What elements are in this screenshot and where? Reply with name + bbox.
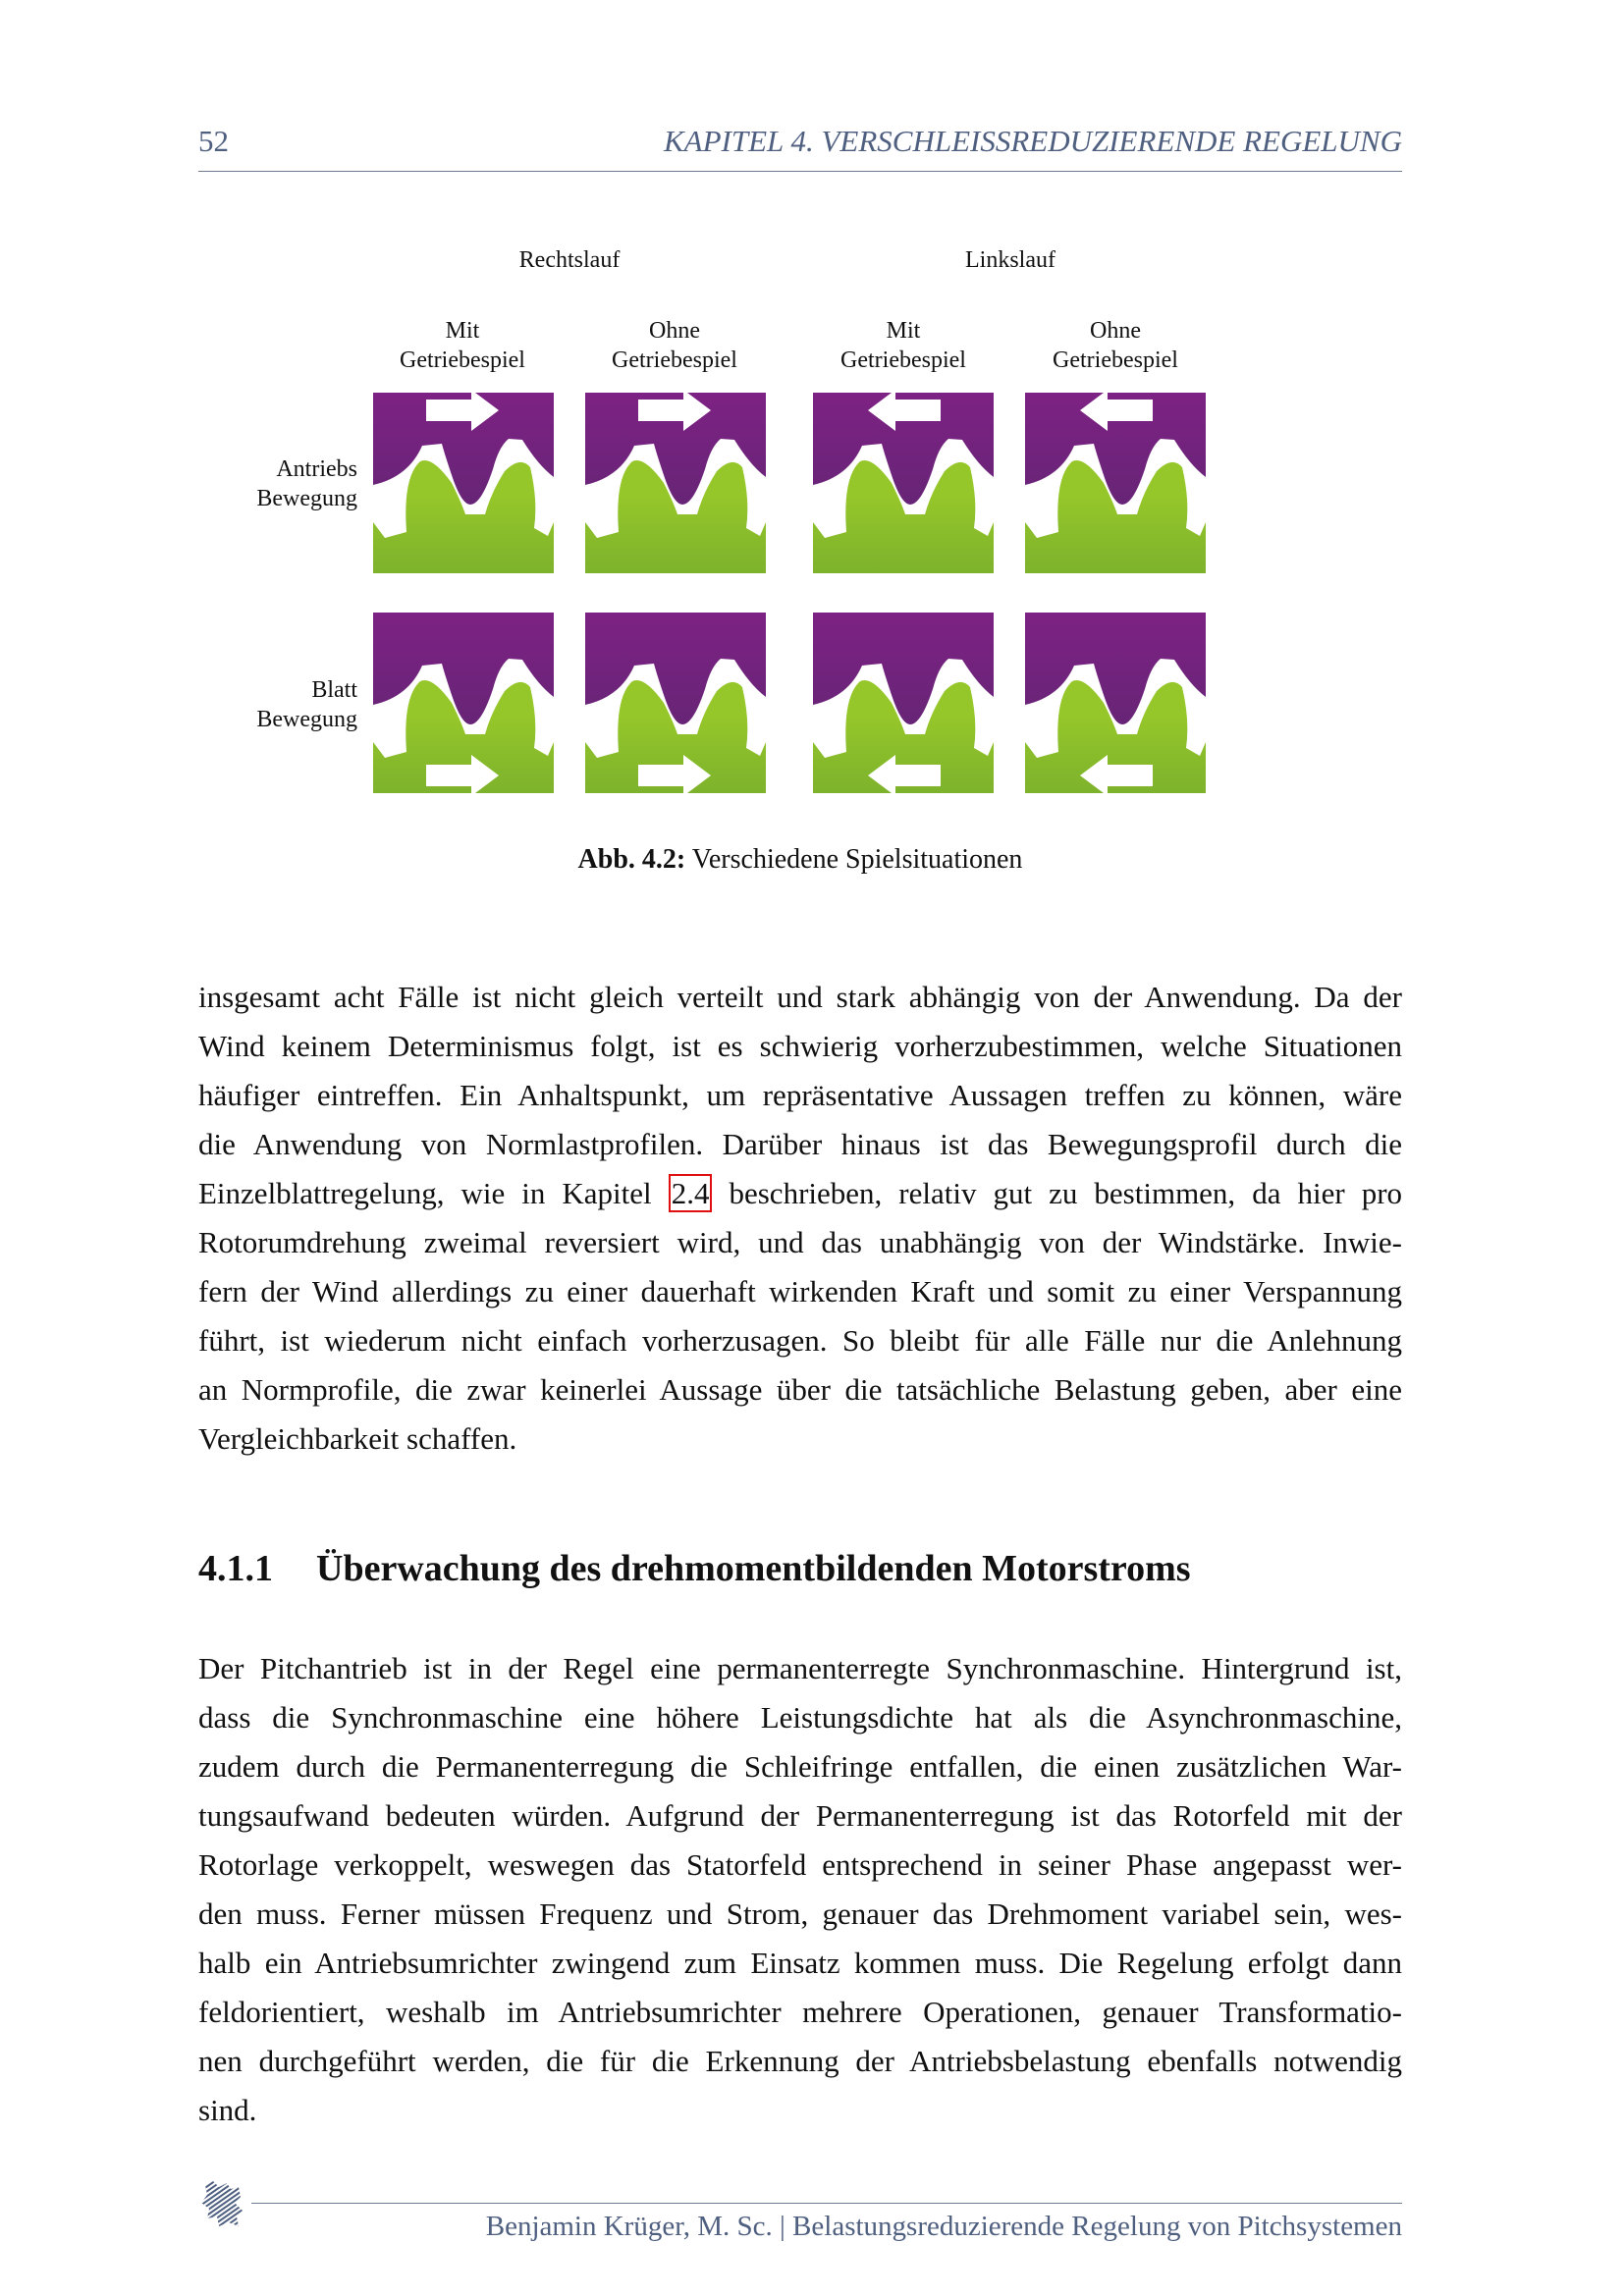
paragraph-2 bbox=[198, 1644, 1402, 2135]
footer-rule bbox=[251, 2203, 1402, 2204]
column-label bbox=[795, 316, 1011, 375]
text-line: Rotorlage verkoppelt, weswegen das Statorfeld entsprechend in seiner Phase angepasst wer- bbox=[198, 1847, 1402, 1882]
text-line: zudem durch die Permanenterregung die Schleifringe entfallen, die einen zusätzlichen War- bbox=[198, 1749, 1402, 1784]
column-label-line: Ohne bbox=[649, 318, 700, 344]
text-segment: beschrieben, relativ gut zu bestimmen, da hier pro bbox=[729, 1176, 1403, 1210]
column-label-line: Getriebespiel bbox=[400, 347, 525, 373]
text-line: insgesamt acht Fälle ist nicht gleich verteilt und stark abhängig von der Anwendung. Da der bbox=[198, 980, 1402, 1014]
gear-panel-antrieb-rechts-ohne-spiel bbox=[585, 393, 766, 573]
column-label-line: Mit bbox=[445, 318, 480, 344]
text-line: den muss. Ferner müssen Frequenz und Strom, genauer das Drehmoment variabel sein, wes- bbox=[198, 1896, 1402, 1931]
text-line: Rotorumdrehung zweimal reversiert wird, und das unabhängig von der Windstärke. Inwie- bbox=[198, 1225, 1402, 1259]
row-label-blatt bbox=[161, 675, 357, 734]
header-rule bbox=[198, 171, 1402, 172]
caption-label: Abb. 4.2: bbox=[577, 844, 686, 875]
text-line: Wind keinem Determinismus folgt, ist es schwierig vorherzubestimmen, welche Situationen bbox=[198, 1029, 1402, 1063]
text-line: tungsaufwand bedeuten würden. Aufgrund der Permanenterregung ist das Rotorfeld mit der bbox=[198, 1798, 1402, 1833]
text-line: häufiger eintreffen. Ein Anhaltspunkt, um repräsentative Aussagen treffen zu können, wäre bbox=[198, 1078, 1402, 1112]
column-label bbox=[354, 316, 570, 375]
chapter-title: KAPITEL 4. VERSCHLEISSREDUZIERENDE REGELUNG bbox=[663, 124, 1402, 158]
row-label-line: Bewegung bbox=[256, 486, 357, 511]
gear-panel-antrieb-links-ohne-spiel bbox=[1025, 393, 1206, 573]
gear-panel-blatt-rechts-ohne-spiel bbox=[585, 613, 766, 793]
lion-crest-icon bbox=[199, 2181, 248, 2228]
figure-caption bbox=[0, 844, 1600, 876]
paragraph-1 bbox=[198, 973, 1402, 1464]
text-line: dass die Synchronmaschine eine höhere Leistungsdichte hat als die Asynchronmaschine, bbox=[198, 1700, 1402, 1735]
text-line: Der Pitchantrieb ist in der Regel eine permanenterregte Synchronmaschine. Hintergrund ist, bbox=[198, 1651, 1402, 1685]
row-label-line: Antriebs bbox=[276, 456, 357, 482]
text-line: nen durchgeführt werden, die für die Erkennung der Antriebsbelastung ebenfalls notwendig bbox=[198, 2044, 1402, 2078]
caption-text: Verschiedene Spielsituationen bbox=[691, 844, 1023, 875]
gear-panel-blatt-rechts-mit-spiel bbox=[373, 613, 554, 793]
group-label-linkslauf: Linkslauf bbox=[965, 247, 1056, 273]
row-label-line: Blatt bbox=[311, 677, 357, 703]
column-label-line: Getriebespiel bbox=[1053, 347, 1178, 373]
row-label-antrieb bbox=[161, 454, 357, 513]
text-line: führt, ist wiederum nicht einfach vorherzusagen. So bleibt für alle Fälle nur die Anlehnung bbox=[198, 1323, 1402, 1358]
column-label-line: Mit bbox=[886, 318, 921, 344]
text-line: die Anwendung von Normlastprofilen. Darüber hinaus ist das Bewegungsprofil durch die bbox=[198, 1127, 1402, 1161]
section-number: 4.1.1 bbox=[198, 1548, 273, 1589]
group-label-rechtslauf: Rechtslauf bbox=[518, 247, 621, 273]
section-title: Überwachung des drehmomentbildenden Motorstroms bbox=[316, 1548, 1191, 1589]
column-label-line: Getriebespiel bbox=[840, 347, 966, 373]
column-label bbox=[567, 316, 783, 375]
text-segment: Einzelblattregelung, wie in Kapitel bbox=[198, 1176, 652, 1210]
text-line: fern der Wind allerdings zu einer dauerhaft wirkenden Kraft und somit zu einer Verspannung bbox=[198, 1274, 1402, 1308]
chapter-reference-link[interactable]: 2.4 bbox=[669, 1174, 713, 1212]
gear-panel-blatt-links-mit-spiel bbox=[813, 613, 994, 793]
text-line: Vergleichbarkeit schaffen. bbox=[198, 1421, 517, 1456]
gear-panel-antrieb-links-mit-spiel bbox=[813, 393, 994, 573]
column-label-line: Ohne bbox=[1090, 318, 1141, 344]
column-label-line: Getriebespiel bbox=[612, 347, 737, 373]
section-heading bbox=[198, 1547, 1191, 1590]
text-line: sind. bbox=[198, 2093, 257, 2127]
column-label bbox=[1007, 316, 1223, 375]
text-line bbox=[198, 1169, 1402, 1218]
row-label-line: Bewegung bbox=[256, 707, 357, 732]
text-line: an Normprofile, die zwar keinerlei Aussage über die tatsächliche Belastung geben, aber eine bbox=[198, 1372, 1402, 1407]
footer-text: Benjamin Krüger, M. Sc. | Belastungsreduzierende Regelung von Pitchsystemen bbox=[485, 2211, 1402, 2242]
gear-panel-antrieb-rechts-mit-spiel bbox=[373, 393, 554, 573]
text-line: halb ein Antriebsumrichter zwingend zum Einsatz kommen muss. Die Regelung erfolgt dann bbox=[198, 1946, 1402, 1980]
page-number: 52 bbox=[198, 124, 229, 158]
text-line: feldorientiert, weshalb im Antriebsumrichter mehrere Operationen, genauer Transformatio- bbox=[198, 1995, 1402, 2029]
gear-panel-blatt-links-ohne-spiel bbox=[1025, 613, 1206, 793]
